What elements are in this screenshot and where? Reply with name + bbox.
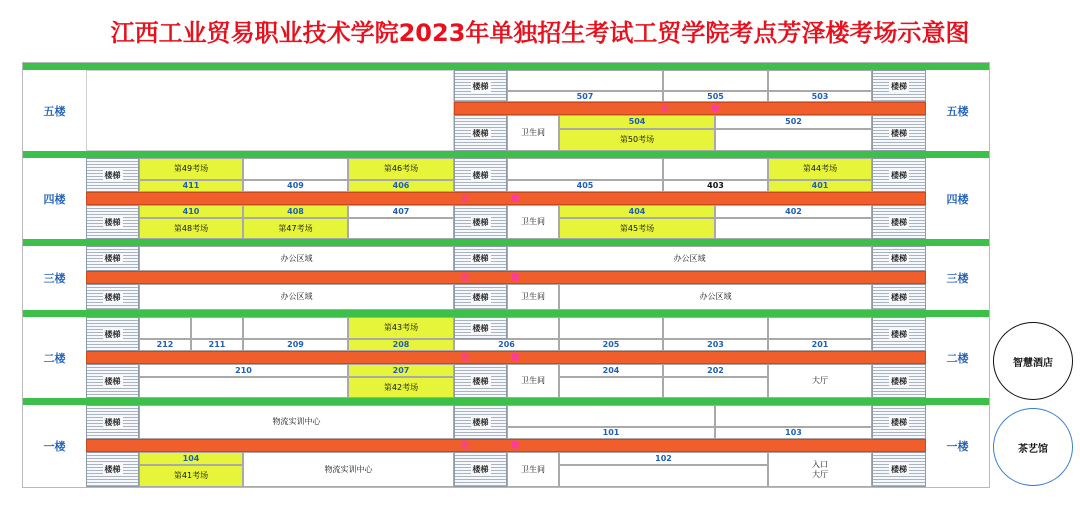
stairs: 楼梯 bbox=[872, 284, 926, 310]
teahouse-building: 茶艺馆 bbox=[993, 408, 1073, 486]
floor-label-5f: 五楼 bbox=[43, 104, 66, 118]
stairs: 楼梯 bbox=[86, 452, 139, 487]
stairs: 楼梯 bbox=[86, 205, 139, 239]
room-202: 202 bbox=[663, 364, 768, 377]
stairs: 楼梯 bbox=[872, 405, 926, 439]
exam-room-43: 第43考场 bbox=[348, 317, 454, 339]
room-cell bbox=[663, 158, 768, 180]
page-title: 江西工业贸易职业技术学院2023年单独招生考试工贸学院考点芳泽楼考场示意图 bbox=[110, 19, 970, 47]
exam-room-48: 第48考场 bbox=[139, 218, 243, 239]
stairs: 楼梯 bbox=[86, 405, 139, 439]
office-area: 办公区域 bbox=[559, 284, 872, 310]
corridor: 走 廊 bbox=[86, 271, 926, 284]
room-208: 208 bbox=[348, 339, 454, 351]
floor-label-3f-right: 三楼 bbox=[946, 272, 969, 285]
exam-room-42: 第42考场 bbox=[348, 377, 454, 398]
room-cell bbox=[348, 218, 454, 239]
restroom: 卫生间 bbox=[507, 364, 559, 398]
room-cell bbox=[663, 377, 768, 398]
room-cell bbox=[559, 317, 663, 339]
stairs: 楼梯 bbox=[872, 452, 926, 487]
room-cell bbox=[243, 158, 348, 180]
exam-room-46: 第46考场 bbox=[348, 158, 454, 180]
empty-area bbox=[86, 70, 454, 151]
stairs: 楼梯 bbox=[872, 70, 926, 102]
stairs: 楼梯 bbox=[872, 205, 926, 239]
room-203: 203 bbox=[663, 339, 768, 351]
stairs: 楼梯 bbox=[454, 115, 507, 151]
room-504: 504 bbox=[559, 115, 715, 129]
floor-label-3f: 三楼 bbox=[43, 272, 66, 285]
stairs: 楼梯 bbox=[454, 158, 507, 192]
stairs: 楼梯 bbox=[454, 317, 507, 339]
room-104: 104 bbox=[139, 452, 243, 465]
stairs: 楼梯 bbox=[872, 317, 926, 351]
stairs: 楼梯 bbox=[86, 158, 139, 192]
logistics-center: 物流实训中心 bbox=[243, 452, 454, 487]
corridor: 走 廊 bbox=[86, 351, 926, 364]
room-cell bbox=[139, 377, 348, 398]
room-201: 201 bbox=[768, 339, 872, 351]
room-cell bbox=[768, 70, 872, 91]
room-cell bbox=[559, 465, 768, 487]
floor-label-4f-right: 四楼 bbox=[946, 192, 969, 206]
exam-room-44: 第44考场 bbox=[768, 158, 872, 180]
stairs: 楼梯 bbox=[454, 405, 507, 439]
stairs: 楼梯 bbox=[454, 246, 507, 271]
floor-label-1f: 一楼 bbox=[43, 440, 66, 453]
exam-room-45: 第45考场 bbox=[559, 218, 715, 239]
exam-room-41: 第41考场 bbox=[139, 465, 243, 487]
corridor: 走 廊 bbox=[454, 102, 926, 115]
room-cell bbox=[715, 129, 872, 151]
floor-divider bbox=[23, 398, 989, 405]
room-507: 507 bbox=[507, 91, 663, 102]
room-cell bbox=[139, 317, 191, 339]
room-cell bbox=[507, 158, 663, 180]
room-206: 206 bbox=[454, 339, 559, 351]
room-205: 205 bbox=[559, 339, 663, 351]
stairs: 楼梯 bbox=[454, 70, 507, 102]
exam-room-50: 第50考场 bbox=[559, 129, 715, 151]
stairs: 楼梯 bbox=[454, 284, 507, 310]
stairs: 楼梯 bbox=[872, 115, 926, 151]
room-403: 403 bbox=[663, 180, 768, 192]
room-408: 408 bbox=[243, 205, 348, 218]
floor-label-1f-right: 一楼 bbox=[946, 440, 969, 453]
logistics-center: 物流实训中心 bbox=[139, 405, 454, 439]
room-cell bbox=[243, 317, 348, 339]
office-area: 办公区域 bbox=[507, 246, 872, 271]
room-103: 103 bbox=[715, 427, 872, 439]
stairs: 楼梯 bbox=[454, 452, 507, 487]
room-411: 411 bbox=[139, 180, 243, 192]
room-cell bbox=[507, 405, 715, 427]
exam-room-49: 第49考场 bbox=[139, 158, 243, 180]
exam-room-47: 第47考场 bbox=[243, 218, 348, 239]
floor-plan bbox=[22, 62, 990, 488]
floor-divider bbox=[23, 151, 989, 158]
stairs: 楼梯 bbox=[86, 317, 139, 351]
stairs: 楼梯 bbox=[872, 158, 926, 192]
stairs: 楼梯 bbox=[872, 364, 926, 398]
room-cell bbox=[663, 317, 768, 339]
room-402: 402 bbox=[715, 205, 872, 218]
room-101: 101 bbox=[507, 427, 715, 439]
floor-divider bbox=[23, 239, 989, 246]
corridor: 走 廊 bbox=[86, 192, 926, 205]
office-area: 办公区域 bbox=[139, 284, 454, 310]
room-cell bbox=[191, 317, 243, 339]
room-211: 211 bbox=[191, 339, 243, 351]
stairs: 楼梯 bbox=[454, 364, 507, 398]
room-502: 502 bbox=[715, 115, 872, 129]
floor-label-4f: 四楼 bbox=[43, 192, 66, 206]
lobby: 大厅 bbox=[768, 364, 872, 398]
room-cell bbox=[663, 70, 768, 91]
restroom: 卫生间 bbox=[507, 115, 559, 151]
room-cell bbox=[715, 405, 872, 427]
room-210: 210 bbox=[139, 364, 348, 377]
room-410: 410 bbox=[139, 205, 243, 218]
room-cell bbox=[768, 317, 872, 339]
stairs: 楼梯 bbox=[86, 284, 139, 310]
room-212: 212 bbox=[139, 339, 191, 351]
restroom: 卫生间 bbox=[507, 452, 559, 487]
stairs: 楼梯 bbox=[86, 246, 139, 271]
room-404: 404 bbox=[559, 205, 715, 218]
corridor: 走 廊 bbox=[86, 439, 926, 452]
room-cell bbox=[507, 70, 663, 91]
stairs: 楼梯 bbox=[454, 205, 507, 239]
room-207: 207 bbox=[348, 364, 454, 377]
room-503: 503 bbox=[768, 91, 872, 102]
entrance-lobby bbox=[768, 452, 872, 487]
room-406: 406 bbox=[348, 180, 454, 192]
room-209: 209 bbox=[243, 339, 348, 351]
room-505: 505 bbox=[663, 91, 768, 102]
room-401: 401 bbox=[768, 180, 872, 192]
floor-label-2f: 二楼 bbox=[43, 351, 66, 365]
hotel-building: 智慧酒店 bbox=[993, 322, 1073, 400]
floor-label-2f-right: 二楼 bbox=[946, 351, 969, 365]
restroom: 卫生间 bbox=[507, 205, 559, 239]
room-405: 405 bbox=[507, 180, 663, 192]
stairs: 楼梯 bbox=[872, 246, 926, 271]
office-area: 办公区域 bbox=[139, 246, 454, 271]
entrance-lobby-label: 大厅 bbox=[812, 469, 828, 479]
restroom: 卫生间 bbox=[507, 284, 559, 310]
room-cell bbox=[507, 317, 559, 339]
stairs: 楼梯 bbox=[86, 364, 139, 398]
floor-divider bbox=[23, 310, 989, 317]
room-102: 102 bbox=[559, 452, 768, 465]
room-204: 204 bbox=[559, 364, 663, 377]
room-409: 409 bbox=[243, 180, 348, 192]
floor-label-5f-right: 五楼 bbox=[946, 104, 969, 118]
floor-divider bbox=[23, 63, 989, 70]
room-407: 407 bbox=[348, 205, 454, 218]
room-cell bbox=[715, 218, 872, 239]
entrance-label: 入口 bbox=[812, 459, 828, 469]
room-cell bbox=[559, 377, 663, 398]
